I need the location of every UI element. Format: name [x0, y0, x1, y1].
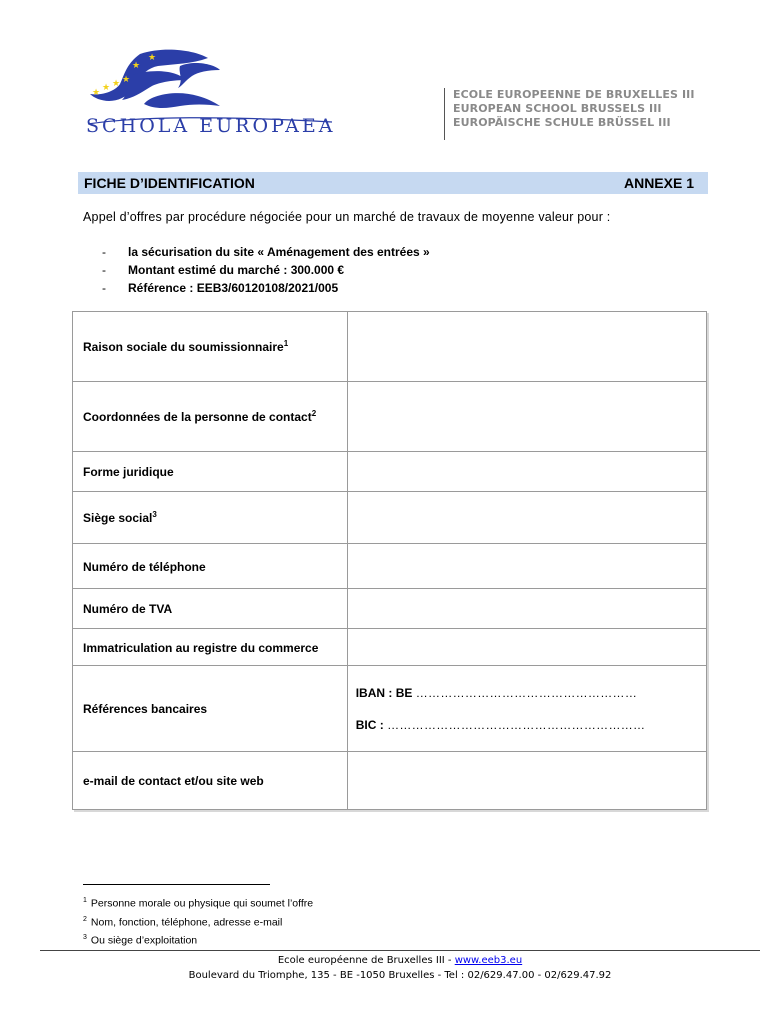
registered-office-field[interactable]	[347, 492, 706, 544]
row-label: Références bancaires	[73, 666, 348, 752]
page-footer	[40, 953, 760, 983]
vat-number-field[interactable]	[347, 589, 706, 629]
contact-person-field[interactable]	[347, 382, 706, 452]
footnote: $^3$ Ou siège d’exploitation	[83, 934, 198, 947]
bullet-list	[102, 243, 430, 297]
identification-form-table	[72, 311, 707, 810]
school-name-fr: ECOLE EUROPEENNE DE BRUXELLES III	[453, 88, 695, 101]
table-row	[73, 752, 707, 810]
bank-references-cell	[347, 666, 706, 752]
phone-number-field[interactable]	[347, 544, 706, 589]
svg-text:★: ★	[112, 79, 121, 89]
logo-emblem	[90, 50, 220, 108]
footnotes	[83, 893, 313, 949]
list-item	[102, 279, 430, 297]
document-title: FICHE D’IDENTIFICATION	[84, 175, 255, 191]
list-item	[102, 261, 430, 279]
table-row	[73, 629, 707, 666]
row-label: e-mail de contact et/ou site web	[73, 752, 348, 810]
svg-text:★: ★	[122, 75, 131, 85]
svg-text:★: ★	[92, 88, 101, 98]
row-label: Numéro de téléphone	[73, 544, 348, 589]
footer-line-1: Ecole européenne de Bruxelles III - www.eeb3.eu	[277, 955, 523, 966]
email-website-field[interactable]	[347, 752, 706, 810]
iban-label: IBAN : BE	[355, 685, 413, 700]
row-label: Coordonnées de la personne de contact$^2$	[73, 382, 348, 452]
list-item	[102, 243, 430, 261]
bullet-dash: -	[102, 281, 106, 295]
bullet-dash: -	[102, 245, 106, 259]
footer-address: Boulevard du Triomphe, 135 - BE -1050 Bruxelles - Tel : 02/629.47.00 - 02/629.47.92	[188, 970, 612, 981]
svg-text:★: ★	[148, 53, 157, 63]
bic-dots: ………………………………………………………	[387, 717, 646, 732]
school-names-block	[444, 88, 695, 140]
footnote-separator	[83, 884, 270, 885]
legal-form-field[interactable]	[347, 452, 706, 492]
school-name-en: EUROPEAN SCHOOL BRUSSELS III	[453, 102, 662, 115]
bullet-text: Montant estimé du marché : 300.000 €	[128, 263, 345, 277]
table-row	[73, 666, 707, 752]
trade-register-field[interactable]	[347, 629, 706, 666]
row-label: Forme juridique	[73, 452, 348, 492]
table-row	[73, 544, 707, 589]
svg-text:★: ★	[102, 83, 111, 93]
annex-label: ANNEXE 1	[623, 175, 694, 191]
intro-text: Appel d’offres par procédure négociée pour un marché de travaux de moyenne valeur pour :	[83, 210, 611, 224]
title-bar	[78, 172, 708, 194]
bic-line[interactable]	[356, 716, 706, 734]
bullet-dash: -	[102, 263, 106, 277]
website-link[interactable]: www.eeb3.eu	[454, 955, 523, 966]
logo-wordmark: SCHOLA EUROPAEA	[86, 115, 334, 137]
schola-europaea-logo	[82, 46, 340, 140]
company-name-field[interactable]	[347, 312, 706, 382]
footer-separator	[40, 950, 760, 951]
table-row	[73, 452, 707, 492]
row-label: Immatriculation au registre du commerce	[73, 629, 348, 666]
bullet-text: la sécurisation du site « Aménagement des entrées »	[128, 245, 430, 259]
footnote: $^1$ Personne morale ou physique qui soumet l’offre	[83, 897, 314, 910]
table-row	[73, 382, 707, 452]
iban-dots: ………………………………………………	[415, 685, 638, 700]
bic-label: BIC :	[355, 717, 384, 732]
iban-line[interactable]	[356, 684, 706, 702]
row-label: Raison sociale du soumissionnaire$^1$	[73, 312, 348, 382]
bullet-text: Référence : EEB3/60120108/2021/005	[128, 281, 339, 295]
row-label: Numéro de TVA	[73, 589, 348, 629]
table-row	[73, 589, 707, 629]
svg-text:★: ★	[132, 61, 141, 71]
table-row	[73, 492, 707, 544]
table-row	[73, 312, 707, 382]
row-label: Siège social$^3$	[73, 492, 348, 544]
footnote: $^2$ Nom, fonction, téléphone, adresse e-mail	[83, 915, 283, 928]
school-name-de: EUROPÄISCHE SCHULE BRÜSSEL III	[453, 116, 671, 129]
